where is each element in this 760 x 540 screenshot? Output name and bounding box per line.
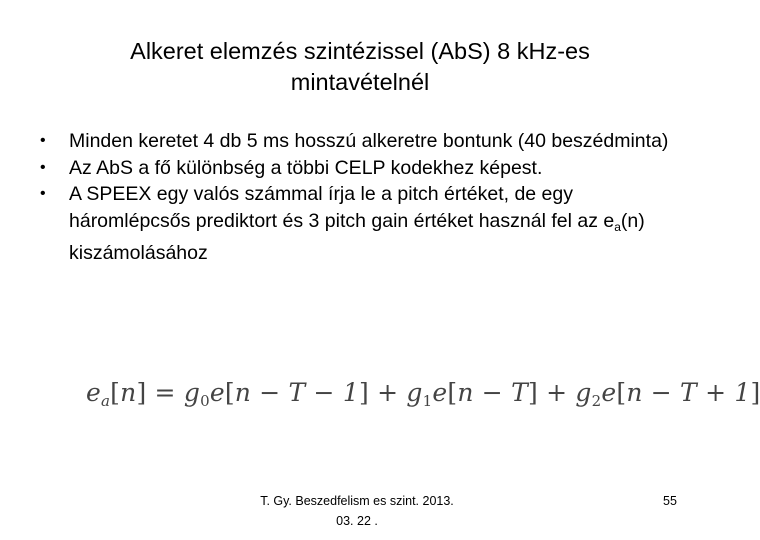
bullet-item-2: [40, 155, 680, 182]
formula-bracket: ]: [136, 378, 147, 407]
bullet-item-3: [40, 181, 680, 267]
bullet-item-1: [40, 128, 680, 155]
formula-symbol: e: [432, 378, 448, 407]
footer: [232, 491, 482, 531]
subscript: a: [614, 219, 621, 234]
formula-operator: =: [146, 378, 184, 407]
formula-symbol: e: [209, 378, 225, 407]
formula-bracket: [: [447, 378, 458, 407]
formula-operator: +: [368, 378, 407, 407]
bullet-text-part: A SPEEX egy valós számmal írja le a pitch értéket, de egy háromlépcsős prediktort és 3 pitch gain értéket használ fel az e: [69, 183, 615, 232]
formula-symbol: e: [601, 378, 617, 407]
formula-subscript: 0: [200, 392, 210, 410]
slide-title: [40, 36, 680, 98]
formula-symbol: e: [86, 378, 101, 407]
formula-symbol: g: [575, 378, 592, 407]
prediction-formula: [86, 378, 760, 426]
formula-bracket: ]: [527, 378, 538, 407]
formula-symbol: g: [183, 378, 201, 407]
formula-subscript: a: [101, 392, 111, 410]
slide-title-line-1: Alkeret elemzés szintézissel (AbS) 8 kHz-es: [130, 38, 590, 64]
formula-bracket: ]: [750, 378, 760, 407]
formula-symbol: n: [120, 378, 137, 407]
formula-bracket: [: [110, 378, 121, 407]
formula-term: n − T: [457, 378, 528, 407]
bullet-text: Minden keretet 4 db 5 ms hosszú alkeretre bontunk (40 beszédminta): [69, 130, 669, 152]
bullet-dot-icon: •: [40, 132, 46, 149]
slide-title-line-2: mintavételnél: [290, 69, 430, 95]
bullet-text: [69, 183, 645, 264]
formula-bracket: [: [616, 378, 627, 407]
formula-bracket: ]: [358, 378, 369, 407]
formula-subscript: 1: [422, 392, 433, 410]
bullet-list: [40, 128, 680, 267]
formula-term: n − T + 1: [626, 378, 751, 407]
bullet-dot-icon: •: [40, 158, 46, 176]
footer-line-2: 03. 22 .: [336, 514, 378, 528]
formula-term: n − T − 1: [234, 378, 359, 407]
formula-bracket: [: [224, 378, 235, 407]
bullet-text-part: (n) kiszámolásához: [69, 209, 645, 264]
formula-symbol: g: [406, 378, 423, 407]
formula-subscript: 2: [591, 392, 602, 410]
page-number: 55: [663, 494, 677, 508]
bullet-dot-icon: •: [40, 185, 46, 202]
formula-operator: +: [537, 378, 576, 407]
footer-line-1: T. Gy. Beszedfelism es szint. 2013.: [260, 494, 454, 508]
bullet-text: Az AbS a fő különbség a többi CELP kodekhez képest.: [69, 156, 543, 179]
